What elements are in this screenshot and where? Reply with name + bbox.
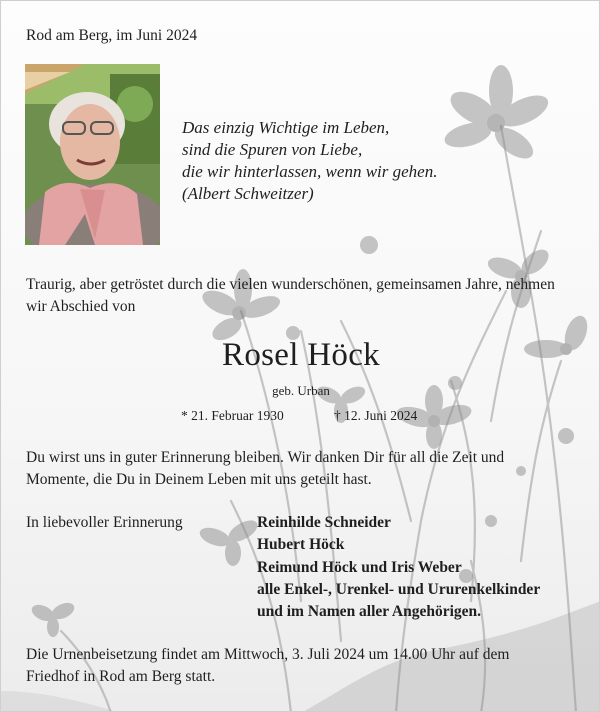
mourner-name: und im Namen aller Angehörigen. — [257, 603, 482, 621]
signature-label: In liebevoller Erinnerung — [26, 514, 183, 531]
deceased-name: Rosel Höck — [222, 337, 380, 373]
mourners-list — [257, 512, 540, 623]
intro-line: wir Abschied von — [26, 298, 136, 315]
quote-line: die wir hinterlassen, wenn wir gehen. — [182, 162, 438, 181]
portrait-photo — [25, 64, 160, 245]
intro-line: Traurig, aber getröstet durch die vielen wunderschönen, gemeinsamen Jahre, nehmen — [26, 276, 555, 293]
quote-line: Das einzig Wichtige im Leben, — [182, 118, 390, 137]
thanks-line: Du wirst uns in guter Erinnerung bleiben. Wir danken Dir für all die Zeit und — [26, 449, 505, 466]
quote — [182, 117, 437, 205]
birth-date: * 21. Februar 1930 — [181, 408, 284, 423]
intro-text — [26, 274, 586, 318]
funeral-line: Friedhof in Rod am Berg statt. — [26, 668, 216, 685]
death-date: † 12. Juni 2024 — [334, 408, 418, 423]
quote-author: (Albert Schweitzer) — [182, 184, 314, 203]
mourner-name: alle Enkel-, Urenkel- und Ururenkelkinder — [257, 580, 541, 598]
maiden-name: geb. Urban — [272, 383, 330, 398]
place-date: Rod am Berg, im Juni 2024 — [26, 27, 198, 44]
funeral-info — [26, 644, 586, 688]
mourner-name: Hubert Höck — [257, 536, 345, 554]
thanks-text — [26, 447, 586, 491]
funeral-line: Die Urnenbeisetzung findet am Mittwoch, 3. Juli 2024 um 14.00 Uhr auf dem — [26, 646, 510, 663]
quote-line: sind die Spuren von Liebe, — [182, 140, 363, 159]
mourner-name: Reimund Höck und Iris Weber — [257, 558, 462, 576]
mourner-name: Reinhilde Schneider — [257, 514, 391, 531]
thanks-line: Momente, die Du in Deinem Leben mit uns geteilt hast. — [26, 471, 372, 488]
